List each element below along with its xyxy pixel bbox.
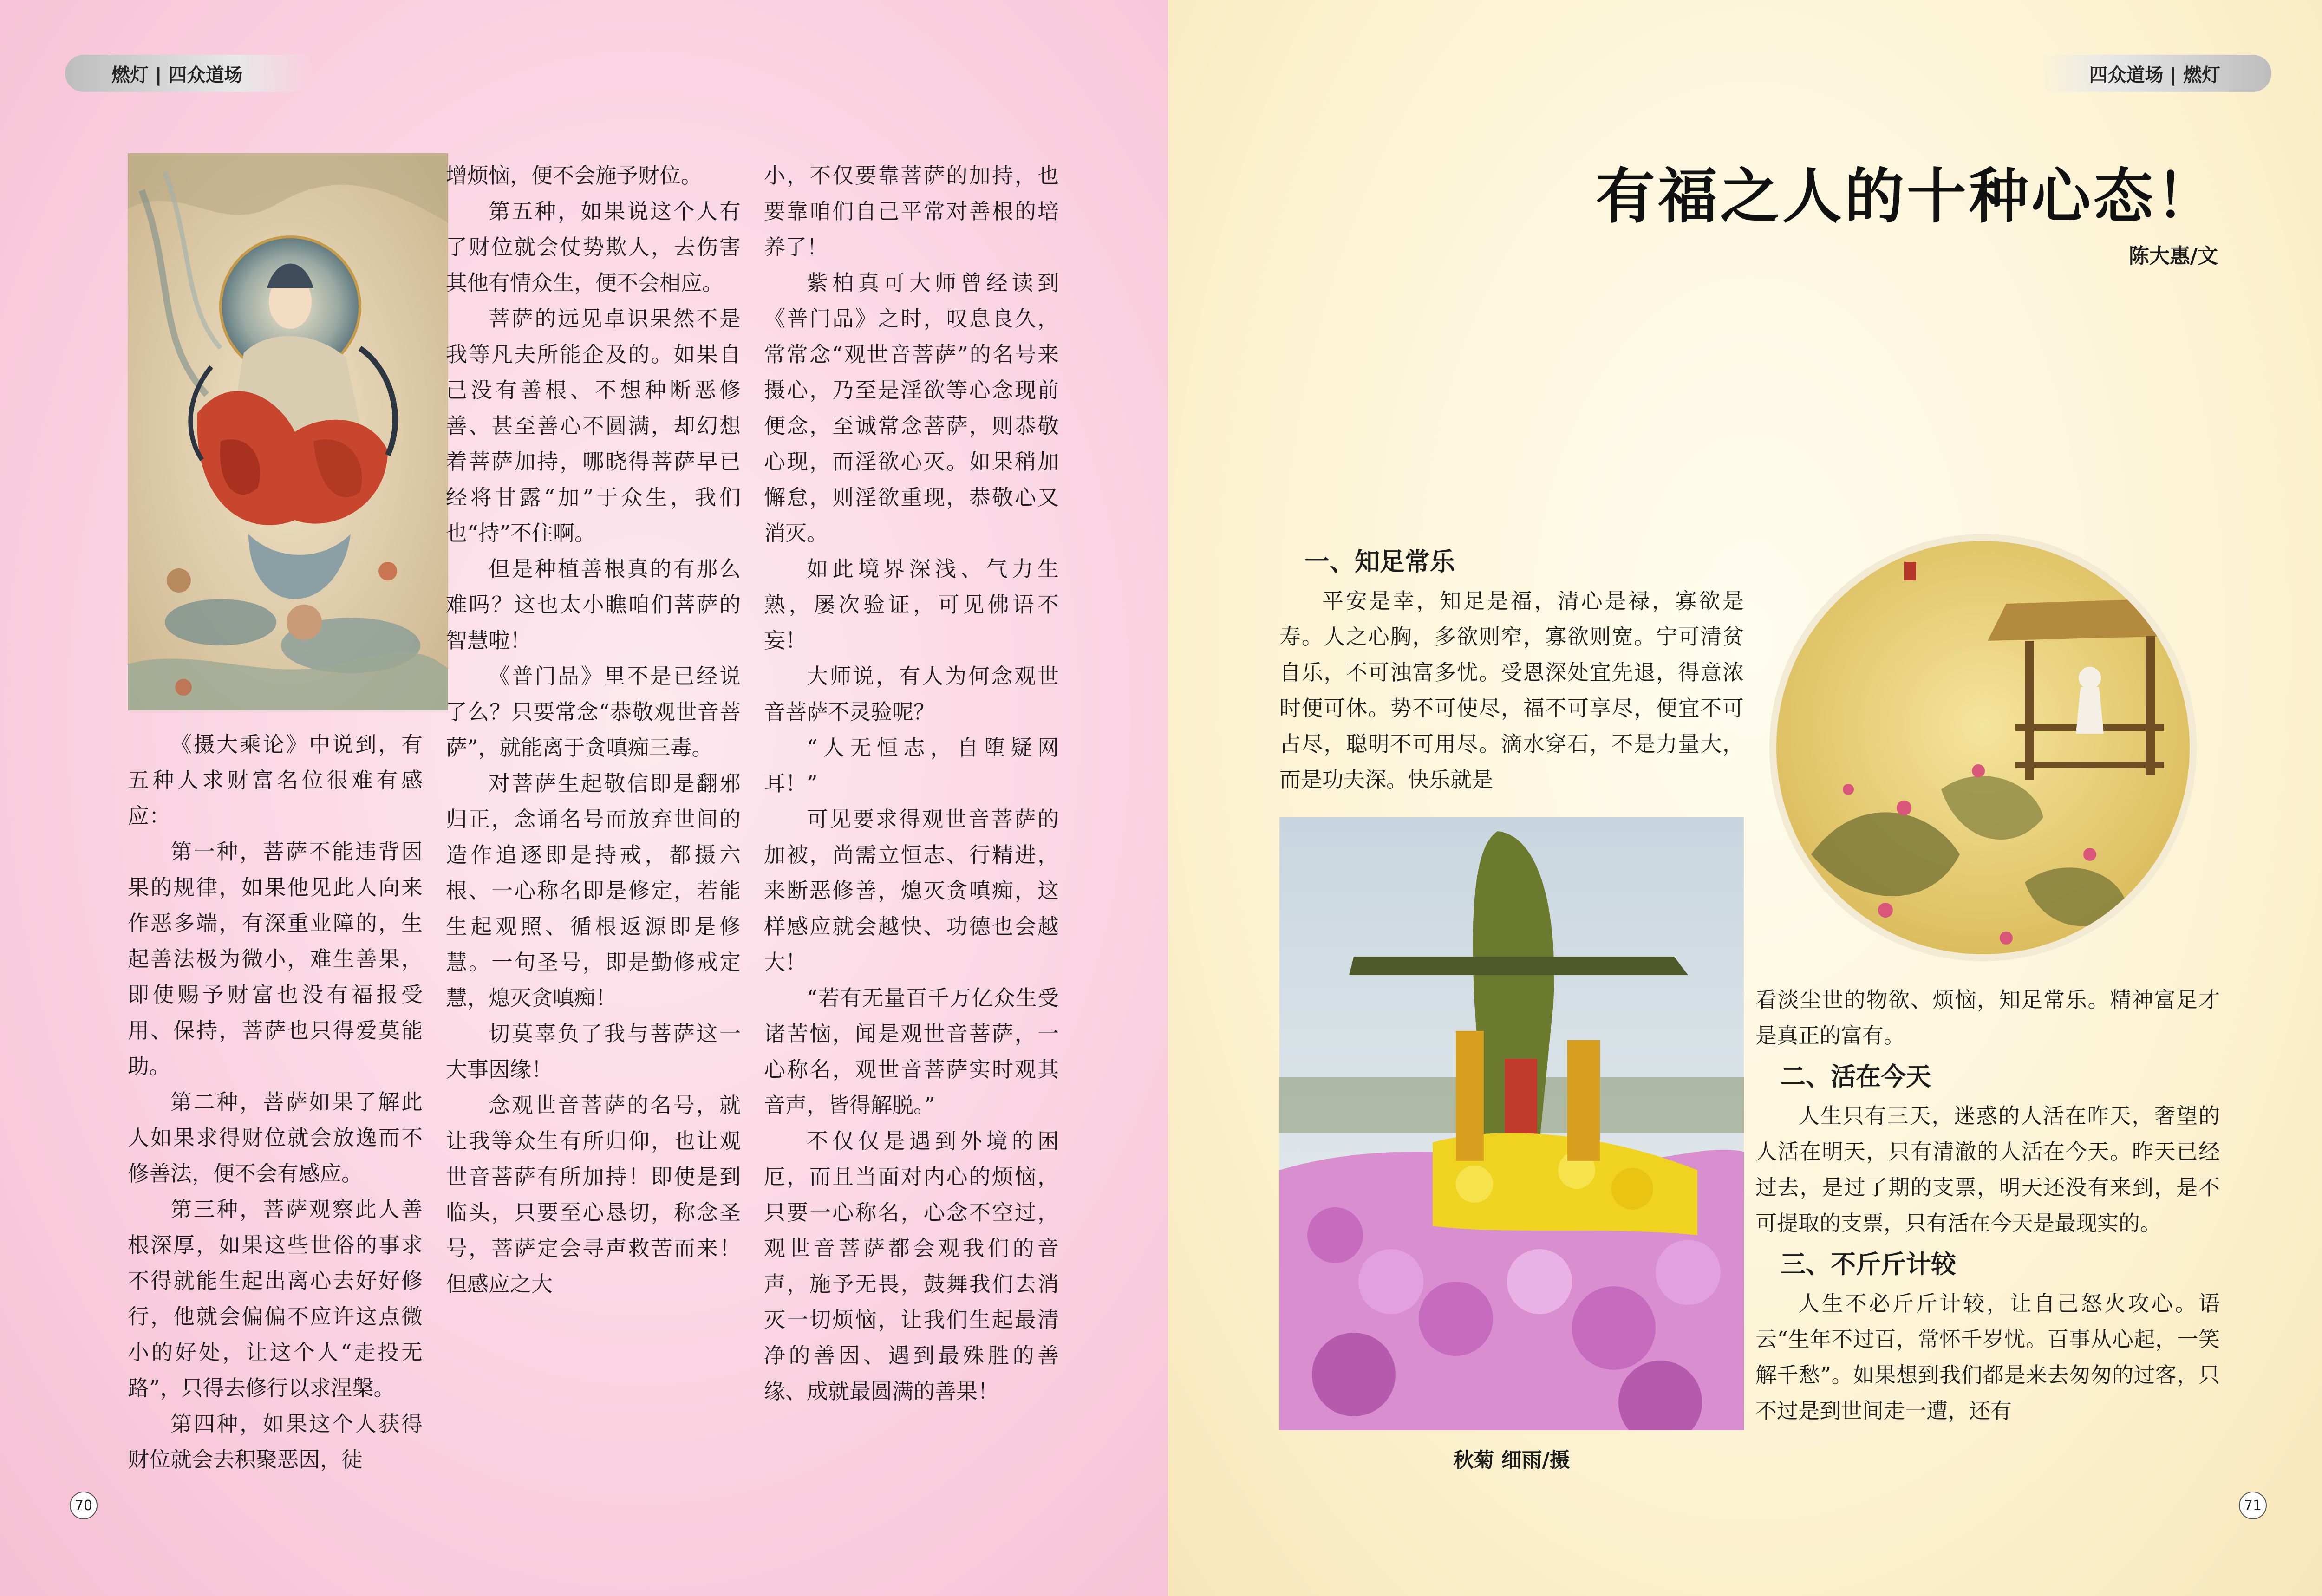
page-number: 71: [2239, 1492, 2267, 1519]
section-heading: 二、活在今天: [1781, 1062, 1931, 1091]
paragraph: 第一种，菩萨不能违背因果的规律，如果他见此人向来作恶多端，有深重业障的，生起善法极为微小，难生善果，即使赐予财富也没有福报受用、保持，菩萨也只得爱莫能助。: [128, 839, 423, 1079]
paragraph: 大师说，有人为何念观世音菩萨不灵验呢？: [764, 664, 1059, 724]
lotus-painting: [1765, 529, 2201, 966]
paragraph: 小，不仅要靠菩萨的加持，也要靠咱们自己平常对善根的培养了！: [764, 163, 1059, 260]
right-page: [1168, 0, 2322, 1596]
paragraph: 念观世音菩萨的名号，就让我等众生有所归仰，也让观世音菩萨有所加持！即使是到临头，只要至心恳切，称念圣号，菩萨定会寻声救苦而来！但感应之大: [446, 1093, 741, 1296]
photo-caption: 秋菊 细雨/摄: [1453, 1448, 1570, 1472]
left-text-column-1: [128, 727, 423, 1478]
running-head: 四众道场 | 燃灯: [2039, 55, 2271, 92]
paragraph: 第二种，菩萨如果了解此人如果求得财位就会放逸而不修善法，便不会有感应。: [128, 1089, 423, 1186]
paragraph: 《普门品》里不是已经说了么？只要常念“恭敬观世音菩萨”，就能离于贪嗔痴三毒。: [446, 664, 741, 760]
section-heading: 三、不斤斤计较: [1781, 1250, 1956, 1279]
left-text-column-2: [446, 158, 741, 1302]
paragraph: 不仅仅是遇到外境的困厄，而且当面对内心的烦恼，只要一心称名，心念不空过，观世音菩萨都会观我们的音声，施予无畏，鼓舞我们去消灭一切烦恼，让我们生起最清净的善因、遇到最殊胜的善缘、成就最圆满的善果！: [764, 1128, 1059, 1404]
paragraph: 第三种，菩萨观察此人善根深厚，如果这些世俗的事求不得就能生起出离心去好好修行，他就会偏偏不应许这点微小的好处，让这个人“走投无路”，只得去修行以求涅槃。: [128, 1197, 423, 1401]
right-text-column-1: [1279, 539, 1744, 798]
byline: 陈大惠/文: [2128, 244, 2218, 268]
running-head: 燃灯 | 四众道场: [65, 55, 311, 92]
article-title: 有福之人的十种心态！: [1595, 162, 2218, 231]
paragraph: 可见要求得观世音菩萨的加被，尚需立恒志、行精进，来断恶修善，熄灭贪嗔痴，这样感应就会越快、功德也会越大！: [764, 807, 1059, 975]
paragraph: 但是种植善根真的有那么难吗？这也太小瞧咱们菩萨的智慧啦！: [446, 556, 741, 653]
guanyin-painting: [128, 153, 448, 710]
right-text-column-2: [1755, 982, 2220, 1429]
paragraph: “若有无量百千万亿众生受诸苦恼，闻是观世音菩萨，一心称名，观世音菩萨实时观其音声，皆得解脱。”: [764, 985, 1059, 1118]
paragraph: 平安是幸，知足是福，清心是禄，寡欲是寿。人之心胸，多欲则窄，寡欲则宽。宁可清贫自乐，不可浊富多忧。受恩深处宜先退，得意浓时便可休。势不可使尽，福不可享尽，便宜不可占尽，聪明不可用尽。滴水穿石，不是力量大，而是功夫深。快乐就是: [1279, 588, 1744, 792]
paragraph: 第四种，如果这个人获得财位就会去积聚恶因，徒: [128, 1411, 423, 1472]
paragraph: 《摄大乘论》中说到，有五种人求财富名位很难有感应：: [128, 732, 423, 828]
paragraph: 看淡尘世的物欲、烦恼，知足常乐。精神富足才是真正的富有。: [1755, 987, 2220, 1048]
paragraph: 增烦恼，便不会施予财位。: [446, 163, 702, 188]
paragraph: 切莫辜负了我与菩萨这一大事因缘！: [446, 1021, 741, 1082]
left-text-column-3: [764, 158, 1059, 1409]
paragraph: 人生只有三天，迷惑的人活在昨天，奢望的人活在明天，只有清澈的人活在今天。昨天已经过去，是过了期的支票，明天还没有来到，是不可提取的支票，只有活在今天是最现实的。: [1755, 1103, 2220, 1236]
paragraph: 紫柏真可大师曾经读到《普门品》之时，叹息良久，常常念“观世音菩萨”的名号来摄心，乃至是淫欲等心念现前便念，至诚常念菩萨，则恭敬心现，而淫欲心灭。如果稍加懈怠，则淫欲重现，恭敬心又消灭。: [764, 270, 1059, 546]
page-number: 70: [70, 1492, 98, 1519]
paragraph: “人无恒志，自堕疑网耳！”: [764, 735, 1059, 796]
paragraph: 如此境界深浅、气力生熟，屡次验证，可见佛语不妄！: [764, 556, 1059, 653]
chrysanthemum-photo: [1279, 817, 1744, 1430]
paragraph: 菩萨的远见卓识果然不是我等凡夫所能企及的。如果自己没有善根、不想种断恶修善、甚至善心不圆满，却幻想着菩萨加持，哪晓得菩萨早已经将甘露“加”于众生，我们也“持”不住啊。: [446, 306, 741, 546]
section-heading: 一、知足常乐: [1304, 547, 1455, 576]
paragraph: 第五种，如果说这个人有了财位就会仗势欺人，去伤害其他有情众生，便不会相应。: [446, 199, 741, 295]
paragraph: 人生不必斤斤计较，让自己怒火攻心。语云“生年不过百，常怀千岁忧。百事从心起，一笑解千愁”。如果想到我们都是来去匆匆的过客，只不过是到世间走一遭，还有: [1755, 1291, 2220, 1423]
paragraph: 对菩萨生起敬信即是翻邪归正，念诵名号而放弃世间的造作追逐即是持戒，都摄六根、一心称名即是修定，若能生起观照、循根返源即是修慧。一句圣号，即是勤修戒定慧，熄灭贪嗔痴！: [446, 771, 741, 1010]
